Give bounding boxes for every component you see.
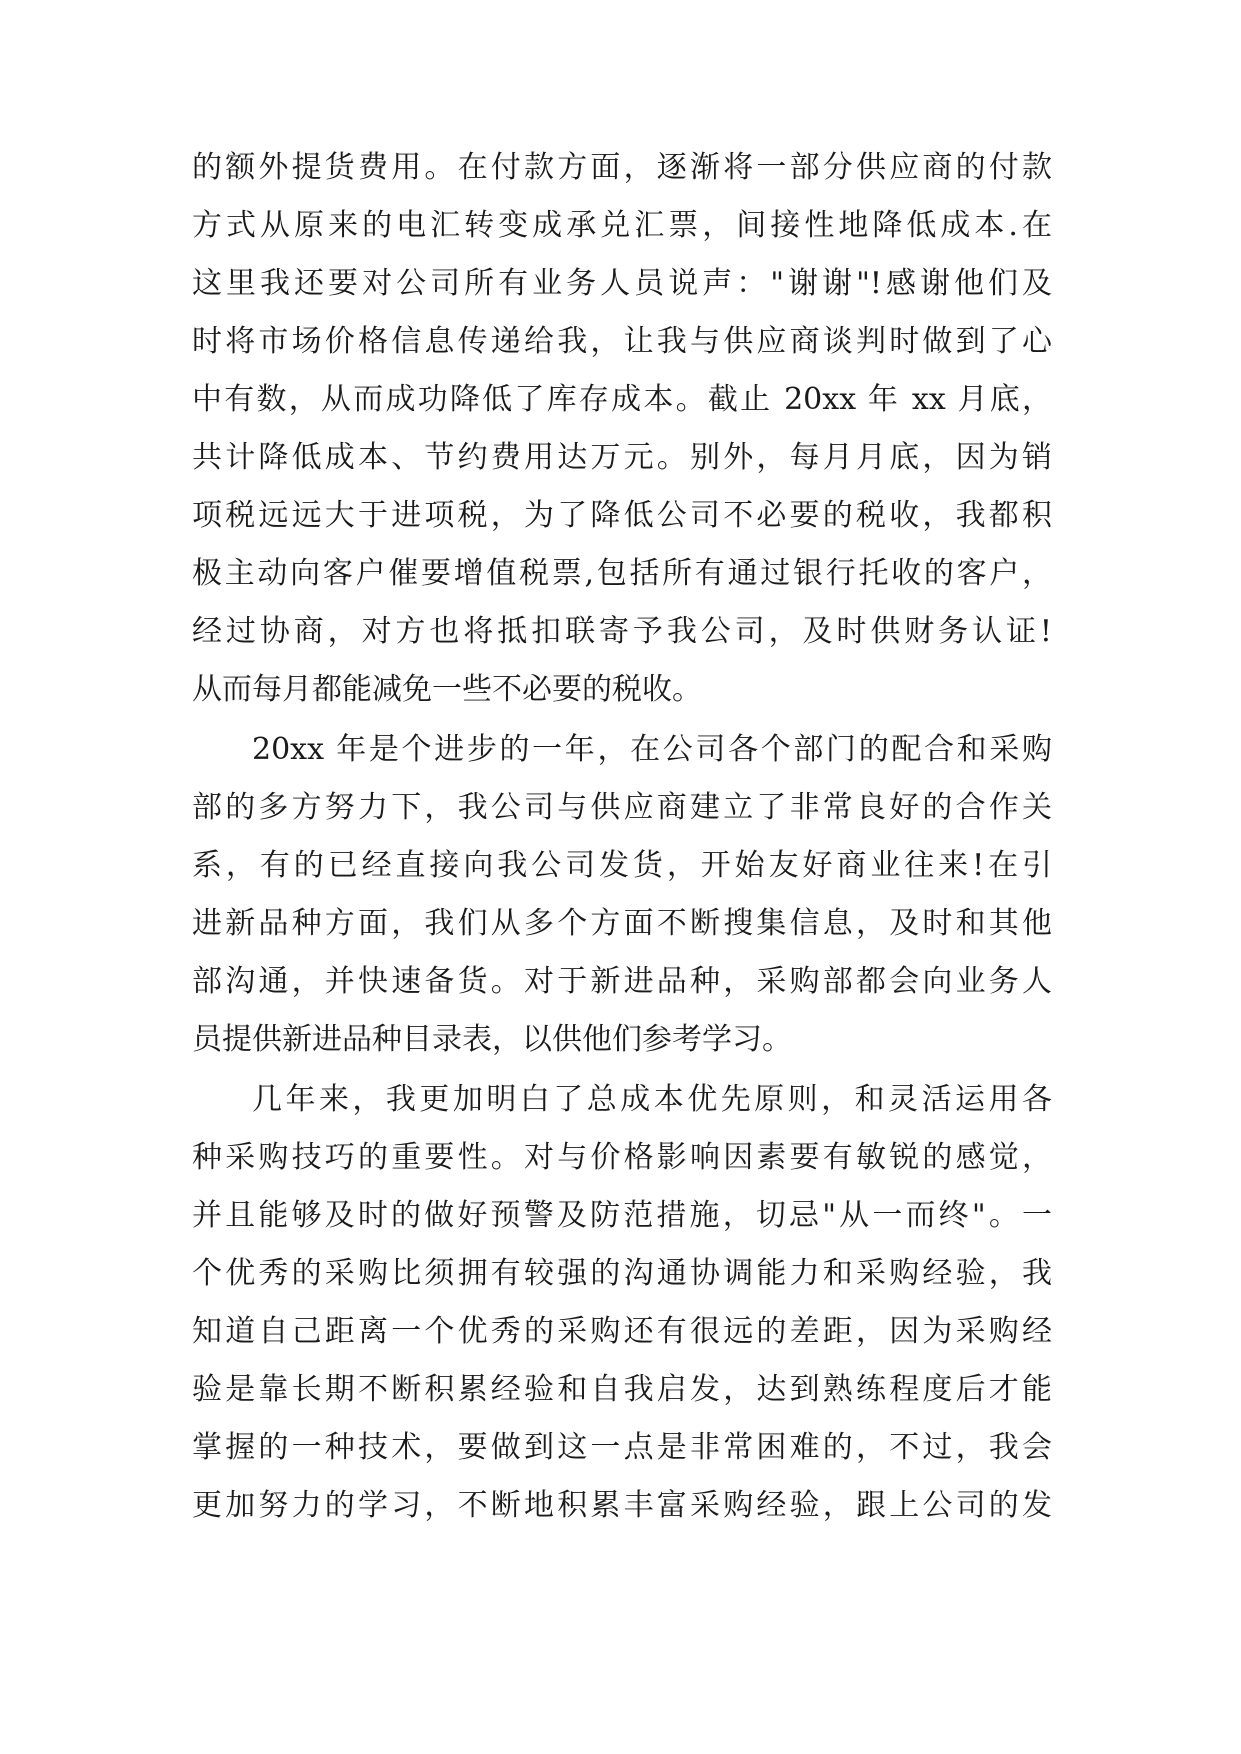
body-text-line: 员提供新进品种目录表，以供他们参考学习。	[192, 1022, 792, 1057]
body-text-line: 部的多方努力下，我公司与供应商建立了非常良好的合作关	[192, 790, 1052, 825]
body-text-line: 这里我还要对公司所有业务人员说声："谢谢"!感谢他们及	[192, 266, 1052, 301]
body-text-line: 知道自己距离一个优秀的采购还有很远的差距，因为采购经	[192, 1314, 1052, 1349]
paragraph-first-line: 几年来，我更加明白了总成本优先原则，和灵活运用各	[252, 1082, 1052, 1117]
body-text-line: 中有数，从而成功降低了库存成本。截止 20xx 年 xx 月底，	[192, 382, 1052, 417]
body-text-line: 经过协商，对方也将抵扣联寄予我公司，及时供财务认证!	[192, 614, 1052, 649]
body-text-line: 方式从原来的电汇转变成承兑汇票，间接性地降低成本.在	[192, 208, 1052, 243]
body-text-line: 时将市场价格信息传递给我，让我与供应商谈判时做到了心	[192, 324, 1052, 359]
body-text-line: 部沟通，并快速备货。对于新进品种，采购部都会向业务人	[192, 964, 1052, 999]
paragraph-first-line: 20xx 年是个进步的一年，在公司各个部门的配合和采购	[252, 732, 1052, 767]
body-text-line: 极主动向客户催要增值税票,包括所有通过银行托收的客户，	[192, 556, 1052, 591]
body-text-line: 验是靠长期不断积累经验和自我启发，达到熟练程度后才能	[192, 1372, 1052, 1407]
body-text-line: 项税远远大于进项税，为了降低公司不必要的税收，我都积	[192, 498, 1052, 533]
body-text-line: 从而每月都能减免一些不必要的税收。	[192, 672, 702, 707]
body-text-line: 共计降低成本、节约费用达万元。别外，每月月底，因为销	[192, 440, 1052, 475]
body-text-line: 进新品种方面，我们从多个方面不断搜集信息，及时和其他	[192, 906, 1052, 941]
body-text-line: 种采购技巧的重要性。对与价格影响因素要有敏锐的感觉，	[192, 1140, 1052, 1175]
body-text-line: 的额外提货费用。在付款方面，逐渐将一部分供应商的付款	[192, 150, 1052, 185]
body-text-line: 并且能够及时的做好预警及防范措施，切忌"从一而终"。一	[192, 1198, 1052, 1233]
body-text-line: 掌握的一种技术，要做到这一点是非常困难的，不过，我会	[192, 1430, 1052, 1465]
body-text-line: 个优秀的采购比须拥有较强的沟通协调能力和采购经验，我	[192, 1256, 1052, 1291]
body-text-line: 系，有的已经直接向我公司发货，开始友好商业往来!在引	[192, 848, 1052, 883]
body-text-line: 更加努力的学习，不断地积累丰富采购经验，跟上公司的发	[192, 1488, 1052, 1523]
